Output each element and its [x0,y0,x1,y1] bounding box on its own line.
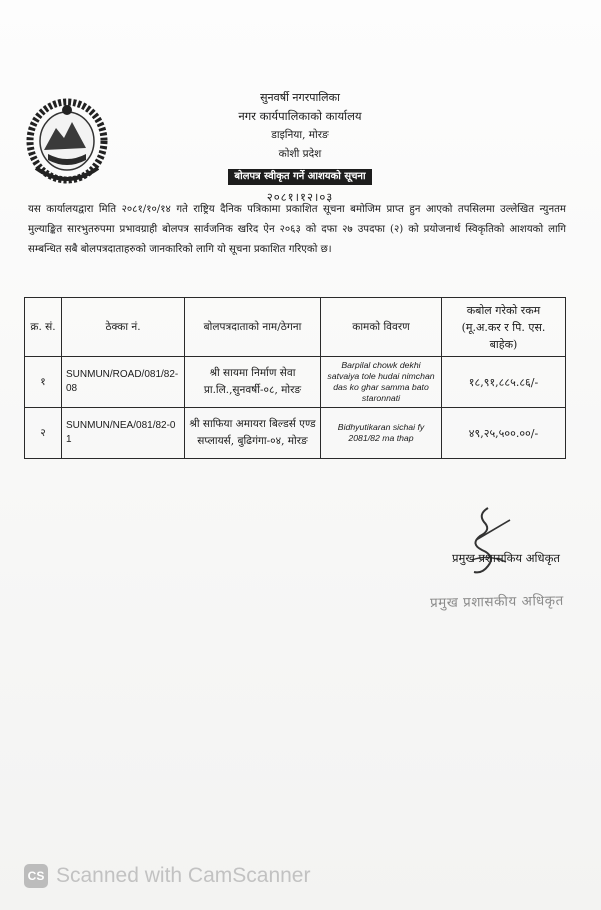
row-bidder: श्री सायमा निर्माण सेवा प्रा.लि.,सुनवर्षी-०८, मोरङ [185,357,321,408]
row-work-description: Bidhyutikaran sichai fy 2081/82 ma thap [321,408,442,459]
camscanner-logo-icon: CS [24,864,48,888]
tender-table [24,297,566,459]
row-bid-amount: ४९,२५,५००.००/- [442,408,566,459]
row-contract-no: SUNMUN/NEA/081/82-01 [62,408,185,459]
province-name: कोशी प्रदेश [278,148,322,160]
row-bid-amount: १८,९१,८८५.८६/- [442,357,566,408]
row-contract-no: SUNMUN/ROAD/081/82-08 [62,357,185,408]
row-bidder: श्री साफिया अमायरा बिल्डर्स एण्ड सप्लायर्स, बुढिगंगा-०४, मोरङ [185,408,321,459]
header-work-description: कामको विवरण [321,298,442,357]
notice-paragraph: यस कार्यालयद्वारा मिति २०८१/१०/१४ गते राष्ट्रिय दैनिक पत्रिकामा प्रकाशित सूचना बमोजिम प्राप्त हुन आएको तपसिलमा उल्लेखित न्युनतम मुल्याङ्कित सारभुतरुपमा प्रभावग्राही बोलपत्र सार्वजनिक खरिद ऐन २०६३ को दफा २७ उपदफा (२) को प्रयोजनार्थ स्विकृतिको आशयको लागि सम्बन्धित सबै बोलपत्रदाताहरुको जानकारिको लागि यो सूचना प्रकाशित गरिएको छ। [28,204,566,255]
header-serial: क्र. सं. [25,298,62,357]
header-contract-no: ठेक्का नं. [62,298,185,357]
table-header-row [25,298,566,357]
table-row [25,357,566,408]
notice-date: २०८१।१२।०३ [266,190,334,204]
row-serial: २ [25,408,62,459]
handwritten-signature-icon [458,500,528,580]
header-bid-amount: कबोल गरेको रकम (मू.अ.कर र पि. एस. बाहेक) [442,298,566,357]
notice-title-banner: बोलपत्र स्वीकृत गर्ने आशयको सूचना [228,169,371,185]
municipality-name: सुनवर्षी नगरपालिका [260,91,340,104]
office-address: डाइनिया, मोरङ [271,129,329,141]
office-header [150,88,450,207]
header-bidder: बोलपत्रदाताको नाम/ठेगना [185,298,321,357]
office-name: नगर कार्यपालिकाको कार्यालय [238,109,362,123]
row-serial: १ [25,357,62,408]
row-work-description: Barpilal chowk dekhi satvaiya tole hudai nimchan das ko ghar samma bato staronnati [321,357,442,408]
signatory-title: प्रमुख प्रशासकिय अधिकृत [452,551,560,565]
table-row [25,408,566,459]
official-stamp: प्रमुख प्रशासकीय अधिकृत [429,592,564,612]
nepal-emblem-icon [26,98,108,184]
camscanner-watermark [24,862,310,890]
watermark-text: Scanned with CamScanner [56,864,311,887]
